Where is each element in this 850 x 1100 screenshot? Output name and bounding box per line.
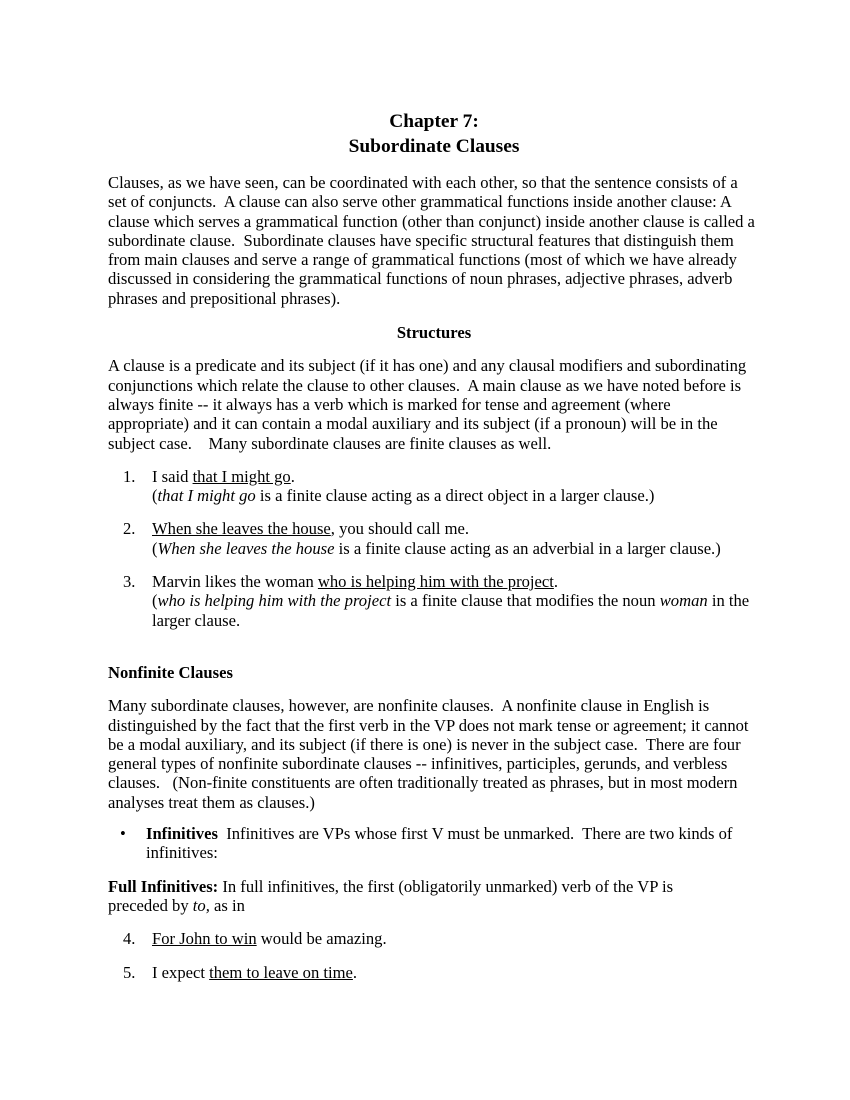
paragraph-line: [108, 250, 760, 269]
example-number: 4.: [123, 929, 136, 949]
example-body: [152, 467, 760, 506]
paragraph-line: [108, 289, 760, 308]
text-run: A clause is a predicate and its subject (if it has one) and any clausal modifiers and subordinating: [108, 356, 747, 376]
bullet-body: [146, 824, 760, 863]
text-run: who is helping him with the project: [157, 591, 392, 611]
example-body: [152, 572, 760, 630]
text-run: larger clause.: [152, 610, 241, 630]
heading-line: [108, 663, 760, 682]
example-number: 1.: [123, 466, 136, 486]
text-run: preceded by: [108, 895, 193, 915]
paragraph-line: [108, 877, 760, 896]
example-body: [152, 519, 760, 558]
text-run: Marvin likes the woman: [152, 572, 318, 592]
chapter-title: [108, 109, 760, 159]
example-line: [152, 539, 760, 558]
text-run: Infinitives are VPs whose first V must be unmarked. There are two kinds of: [217, 824, 733, 844]
paragraph-line: [108, 434, 760, 453]
text-run: (: [152, 486, 158, 506]
bullet-item: [120, 824, 760, 863]
paragraph-line: [108, 896, 760, 915]
text-run: Chapter 7:: [389, 111, 479, 132]
text-run: conjunctions which relate the clause to other clauses. A main clause as we have noted before is: [108, 375, 742, 395]
text-run: distinguished by the fact that the first verb in the VP does not mark tense or agreement; it cannot: [108, 715, 749, 735]
paragraph-line: [108, 716, 760, 735]
text-run: that I might go: [192, 466, 291, 486]
example-line: [152, 486, 760, 505]
text-run: Nonfinite Clauses: [108, 662, 233, 682]
document-content: [108, 109, 760, 982]
paragraph: [108, 356, 760, 452]
paragraph-line: [108, 376, 760, 395]
text-run: In full infinitives, the first (obligatorily unmarked) verb of the VP is: [218, 876, 674, 896]
text-run: from main clauses and serve a range of grammatical functions (most of which we have already: [108, 250, 737, 270]
numbered-example: [123, 467, 760, 506]
example-line: [152, 467, 760, 486]
numbered-example: [123, 572, 760, 630]
paragraph: [108, 877, 760, 916]
text-run: subject case. Many subordinate clauses are finite clauses as well.: [108, 433, 552, 453]
text-run: clauses. (Non-finite constituents are often traditionally treated as phrases, but in most modern: [108, 773, 738, 793]
text-run: I expect: [152, 962, 210, 982]
text-run: general types of nonfinite subordinate clauses -- infinitives, participles, gerunds, and verbless: [108, 754, 728, 774]
paragraph-line: [108, 356, 760, 375]
text-run: is a finite clause acting as an adverbial in a larger clause.): [334, 538, 721, 558]
heading-line: [108, 323, 760, 342]
section-heading: [108, 323, 760, 342]
text-run: Subordinate Clauses: [348, 136, 520, 157]
paragraph: [108, 696, 760, 812]
example-line: [152, 591, 760, 610]
title-line: [108, 134, 760, 159]
example-number: 2.: [123, 519, 136, 539]
text-run: Structures: [396, 323, 472, 343]
example-line: [152, 572, 760, 591]
text-run: infinitives:: [146, 843, 218, 863]
subsection-heading: [108, 663, 760, 682]
bullet-line: [146, 824, 760, 843]
example-line: [152, 963, 760, 982]
text-run: always finite -- it always has a verb which is marked for tense and agreement (where: [108, 394, 671, 414]
example-number: 5.: [123, 962, 136, 982]
text-run: would be amazing.: [256, 929, 387, 949]
paragraph-line: [108, 754, 760, 773]
paragraph-line: [108, 793, 760, 812]
paragraph-line: [108, 414, 760, 433]
text-run: woman: [659, 591, 708, 611]
text-run: be a modal auxiliary, and its subject (if there is one) is never in the subject case. There are four: [108, 734, 741, 754]
text-run: set of conjuncts. A clause can also serve other grammatical functions inside another clause: A: [108, 192, 732, 212]
text-run: Infinitives: [146, 824, 218, 844]
text-run: , you should call me.: [330, 519, 470, 539]
title-line: [108, 109, 760, 134]
text-run: subordinate clause. Subordinate clauses have specific structural features that distinguish them: [108, 230, 734, 250]
numbered-example: [123, 963, 760, 982]
bullet-line: [146, 843, 760, 862]
example-number: 3.: [123, 572, 136, 592]
text-run: is a finite clause that modifies the noun: [391, 591, 660, 611]
paragraph-line: [108, 173, 760, 192]
paragraph-line: [108, 212, 760, 231]
text-run: Many subordinate clauses, however, are nonfinite clauses. A nonfinite clause in English is: [108, 696, 710, 716]
text-run: appropriate) and it can contain a modal auxiliary and its subject (if a pronoun) will be in the: [108, 414, 718, 434]
example-line: [152, 929, 760, 948]
paragraph-line: [108, 773, 760, 792]
paragraph-line: [108, 192, 760, 211]
text-run: .: [290, 466, 295, 486]
text-run: that I might go: [157, 486, 256, 506]
example-line: [152, 611, 760, 630]
paragraph-line: [108, 696, 760, 715]
text-run: clause which serves a grammatical function (other than conjunct) inside another clause is called a: [108, 211, 755, 231]
paragraph-line: [108, 269, 760, 288]
text-run: Clauses, as we have seen, can be coordinated with each other, so that the sentence consists of a: [108, 173, 738, 192]
text-run: (: [152, 538, 158, 558]
paragraph-line: [108, 231, 760, 250]
example-body: [152, 929, 760, 948]
text-run: phrases and prepositional phrases).: [108, 288, 341, 308]
text-run: to,: [192, 895, 210, 915]
text-run: them to leave on time: [209, 962, 353, 982]
paragraph: [108, 173, 760, 308]
text-run: in the: [707, 591, 750, 611]
example-body: [152, 963, 760, 982]
numbered-example: [123, 519, 760, 558]
text-run: as in: [209, 895, 245, 915]
text-run: who is helping him with the project: [317, 572, 554, 592]
numbered-example: [123, 929, 760, 948]
paragraph-line: [108, 395, 760, 414]
text-run: For John to win: [152, 929, 257, 949]
paragraph-line: [108, 735, 760, 754]
text-run: .: [553, 572, 559, 592]
text-run: .: [352, 962, 358, 982]
text-run: When she leaves the house: [152, 519, 331, 539]
text-run: I said: [152, 466, 193, 486]
text-run: When she leaves the house: [157, 538, 335, 558]
text-run: discussed in considering the grammatical functions of noun phrases, adjective phrases, adverb: [108, 269, 733, 289]
text-run: is a finite clause acting as a direct object in a larger clause.): [255, 486, 655, 506]
text-run: (: [152, 591, 158, 611]
bullet-icon: •: [120, 824, 126, 844]
text-run: Full Infinitives:: [108, 876, 219, 896]
text-run: analyses treat them as clauses.): [108, 792, 315, 812]
example-line: [152, 519, 760, 538]
